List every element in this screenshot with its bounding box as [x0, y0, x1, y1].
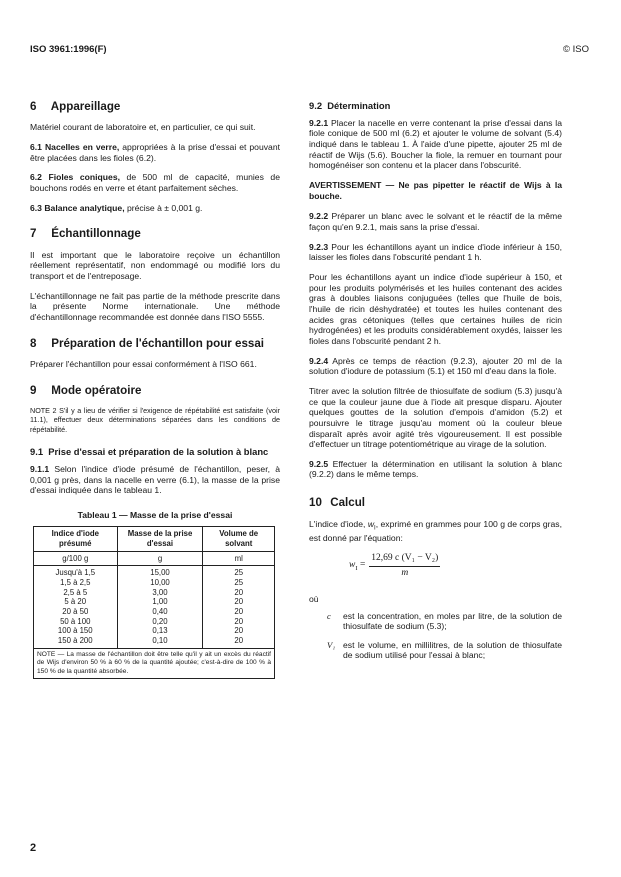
item-6-1 [30, 142, 280, 163]
clause-text: Selon l'indice d'iode présumé de l'échantillon, peser, à 0,001 g près, dans la nacelle en verre (6.1), la masse de la prise d'essai indiquée dans le tableau 1. [30, 463, 280, 496]
symbol-definitions [309, 611, 562, 670]
table-caption: Tableau 1 — Masse de la prise d'essai [77, 509, 233, 520]
definition-text: est la concentration, en moles par litre, de la solution de thiosulfate de sodium (5.3); [343, 610, 562, 632]
item-term: Fioles coniques, [48, 172, 120, 183]
item-text: de 500 ml de capacité, munies de bouchons rodés en verre et étant parfaitement sèches. [30, 172, 280, 193]
clause-9-2-2 [309, 211, 562, 232]
column-header: Volume de solvant [203, 527, 275, 551]
section-title: Mode opératoire [51, 383, 142, 397]
paragraph: Préparer l'échantillon pour essai conformément à l'ISO 661. [30, 359, 257, 369]
subsection-9-2-heading [309, 100, 562, 112]
formula-lhs [349, 560, 365, 573]
item-6-2 [30, 172, 280, 193]
table-cell: 50 à 100 [60, 616, 91, 626]
item-text: appropriées à la prise d'essai et pouvant être placées dans les fioles (6.2). [30, 142, 280, 163]
section-number: 6 [30, 100, 37, 113]
section-number: 9 [30, 383, 37, 397]
clause-number: 9.2.4 [309, 355, 329, 366]
test-portion-table [33, 526, 275, 679]
copyright-mark: © ISO [562, 44, 589, 55]
section-title: Échantillonnage [51, 227, 141, 241]
section-title: Préparation de l'échantillon pour essai [51, 336, 265, 350]
iodine-value-formula [349, 553, 562, 580]
clause-number: 6.1 [30, 142, 42, 153]
text-run: , exprimé en grammes pour 100 g de corps gras, est donné par l'équation: [309, 518, 562, 543]
subsection-number: 9.1 [30, 446, 44, 458]
symbol: w [349, 560, 356, 571]
table-cell: 0,40 [152, 607, 168, 617]
standard-reference: ISO 3961:1996(F) [30, 44, 107, 55]
clause-text: Préparer un blanc avec le solvant et le réactif de la même façon qu'en 9.2.1, mais sans la prise d'essai. [309, 211, 562, 232]
column-header: Masse de la prise d'essai [117, 527, 203, 551]
clause-9-2-1 [309, 118, 562, 171]
table-body-row [34, 566, 275, 648]
clause-text: Pour les échantillons ayant un indice d'iode inférieur à 150, laisser les fioles dans l'obscurité pendant 1 h. [309, 241, 562, 263]
paragraph: Il est important que le laboratoire reçoive un échantillon réellement représentatif, non endommagé ou modifié lors du transport et de l'entreposage. [30, 249, 280, 281]
table-cell: 0,20 [152, 616, 168, 626]
table-cell: 100 à 150 [57, 626, 93, 636]
clause-9-1-1 [30, 464, 280, 496]
table-cell: 1,5 à 2,5 [60, 578, 91, 588]
item-6-3 [30, 203, 280, 214]
table-cell: 20 [234, 587, 244, 597]
note-2: NOTE 2 S'il y a lieu de vérifier si l'exigence de répétabilité est satisfaite (voir 11.1), effectuer deux déterminations séparées dans les conditions de répétabilité. [30, 406, 280, 434]
table-units-row [34, 551, 275, 566]
table-cell: 150 à 200 [57, 636, 93, 646]
table-cell: 20 [234, 607, 244, 617]
section-title: Appareillage [50, 100, 121, 113]
formula-numerator: 12,69 c (V₁ − V₂) [369, 553, 440, 567]
item-term: Nacelles en verre, [44, 142, 120, 153]
table-cell: 25 [234, 568, 244, 578]
clause-text: Effectuer la détermination en utilisant la solution à blanc (9.2.2) dans le même temps. [309, 458, 562, 480]
formula-denominator: m [401, 568, 409, 579]
clause-9-2-3 [309, 242, 562, 263]
solvent-volume-column [203, 566, 275, 648]
paragraph: L'échantillonnage ne fait pas partie de la méthode prescrite dans la présente Norme internationale. Une méthode d'échantillonnage recommandée est donnée dans l'ISO 5555. [30, 290, 280, 322]
warning-text: AVERTISSEMENT — Ne pas pipetter le réactif de Wijs à la bouche. [309, 180, 562, 201]
equals-sign: = [357, 560, 366, 571]
mass-column [117, 566, 203, 648]
table-footnote: NOTE — La masse de l'échantillon doit être telle qu'il y ait un excès du réactif de Wijs d'environ 50 % à 60 % de la quantité ajoutée; c'est-à-dire de 100 % à 150 % de la quantité absorbée. [34, 648, 275, 679]
table-cell: 5 à 20 [64, 597, 87, 607]
left-column [30, 92, 280, 679]
table-footnote-row [34, 648, 275, 679]
clause-number: 6.2 [30, 172, 42, 183]
clause-number: 9.1.1 [30, 463, 50, 474]
table-cell: 20 [234, 616, 244, 626]
unit-cell: g/100 g [34, 551, 118, 566]
table-cell: 2,5 à 5 [63, 587, 88, 597]
section-number: 8 [30, 336, 37, 350]
unit-cell: ml [203, 551, 275, 566]
table-cell: Jusqu'à 1,5 [55, 568, 96, 578]
section-7-heading [30, 227, 280, 241]
subsection-9-1-heading [30, 446, 280, 458]
section-6-heading [30, 100, 280, 114]
table-header-row [34, 527, 275, 551]
clause-text: Après ce temps de réaction (9.2.3), ajouter 20 ml de la solution d'iodure de potassium (5.1) et 150 ml d'eau dans la fiole. [309, 355, 562, 377]
section-10-heading [309, 496, 562, 510]
item-term: Balance analytique, [44, 202, 125, 213]
text-run: L'indice d'iode, [309, 518, 368, 529]
table-cell: 0,13 [152, 626, 168, 636]
section-number: 10 [309, 496, 322, 510]
page-number: 2 [30, 842, 37, 854]
paragraph: Titrer avec la solution filtrée de thiosulfate de sodium (5.3) jusqu'à ce que la couleur jaune due à l'iode ait presque disparu. Ajouter quelques gouttes de la solution d'empois d'amidon (5.2) et poursuivre le titrage jusqu'au moment où la couleur bleue disparaît après avoir agité très vigoureusement. Il est possible d'effectuer un titrage potentiométrique au virage de la solution. [309, 385, 562, 450]
table-cell: 20 [234, 597, 244, 607]
table-cell: 20 [234, 626, 244, 636]
definition-symbol: V₁ [327, 639, 336, 650]
paragraph: Matériel courant de laboratoire et, en particulier, ce qui suit. [30, 122, 256, 133]
table-cell: 15,00 [150, 568, 170, 578]
table-cell: 1,00 [152, 597, 168, 607]
right-column [309, 92, 562, 669]
table-cell: 10,00 [150, 578, 170, 588]
unit-cell: g [117, 551, 203, 566]
symbol: w [367, 518, 375, 529]
clause-9-2-5 [309, 459, 562, 480]
column-header: Indice d'iode présumé [34, 527, 118, 551]
symbol-subscript: I [374, 525, 376, 532]
calculation-intro [309, 519, 562, 544]
section-8-heading [30, 337, 280, 351]
table-cell: 20 [234, 636, 244, 646]
clause-9-2-4 [309, 356, 562, 377]
subsection-title: Détermination [327, 100, 391, 111]
definition-symbol: c [327, 610, 331, 621]
section-title: Calcul [330, 496, 366, 510]
formula-fraction [369, 553, 440, 580]
item-text: précise à ± 0,001 g. [124, 202, 203, 213]
table-cell: 0,10 [152, 636, 168, 646]
subsection-title: Prise d'essai et préparation de la solution à blanc [48, 446, 269, 458]
definition-text: est le volume, en millilitres, de la solution de thiosulfate de sodium utilisé pour l'essai à blanc; [343, 639, 562, 661]
clause-text: Placer la nacelle en verre contenant la prise d'essai dans la fiole conique de 500 ml (6.2) et ajouter le volume de solvant (5.4) indiqué dans le tableau 1. À l'aide d'une pipette, ajouter 25 ml de réactif de Wijs (5.6). Boucher la fiole, la remuer en tournant pour homogénéiser son contenu et la placer dans l'obscurité. [309, 117, 562, 171]
clause-number: 9.2.3 [309, 241, 329, 252]
symbol-subscript: I [355, 564, 358, 572]
clause-number: 9.2.5 [309, 458, 329, 469]
clause-number: 9.2.2 [309, 211, 329, 222]
table-cell: 20 à 50 [62, 607, 89, 617]
table-cell: 25 [234, 578, 244, 588]
section-number: 7 [30, 227, 37, 241]
where-label: où [309, 593, 319, 604]
table-cell: 3,00 [152, 587, 168, 597]
section-9-heading [30, 384, 280, 398]
subsection-number: 9.2 [309, 100, 323, 111]
paragraph: Pour les échantillons ayant un indice d'iode supérieur à 150, et pour les produits polymérisés et les huiles contenant des acides gras à doubles liaisons conjuguées (telles que l'huile de bois, l'huile de ricin déshydratée) et toutes les huiles contenant des acides gras cétoniques (telles que certaines huiles de ricin hydrogénées) et les produits considérablement oxydés, laisser les fioles dans l'obscurité pendant 2 h. [309, 271, 562, 346]
clause-number: 6.3 [30, 202, 42, 213]
iodine-value-column [34, 566, 118, 648]
clause-number: 9.2.1 [309, 117, 329, 128]
